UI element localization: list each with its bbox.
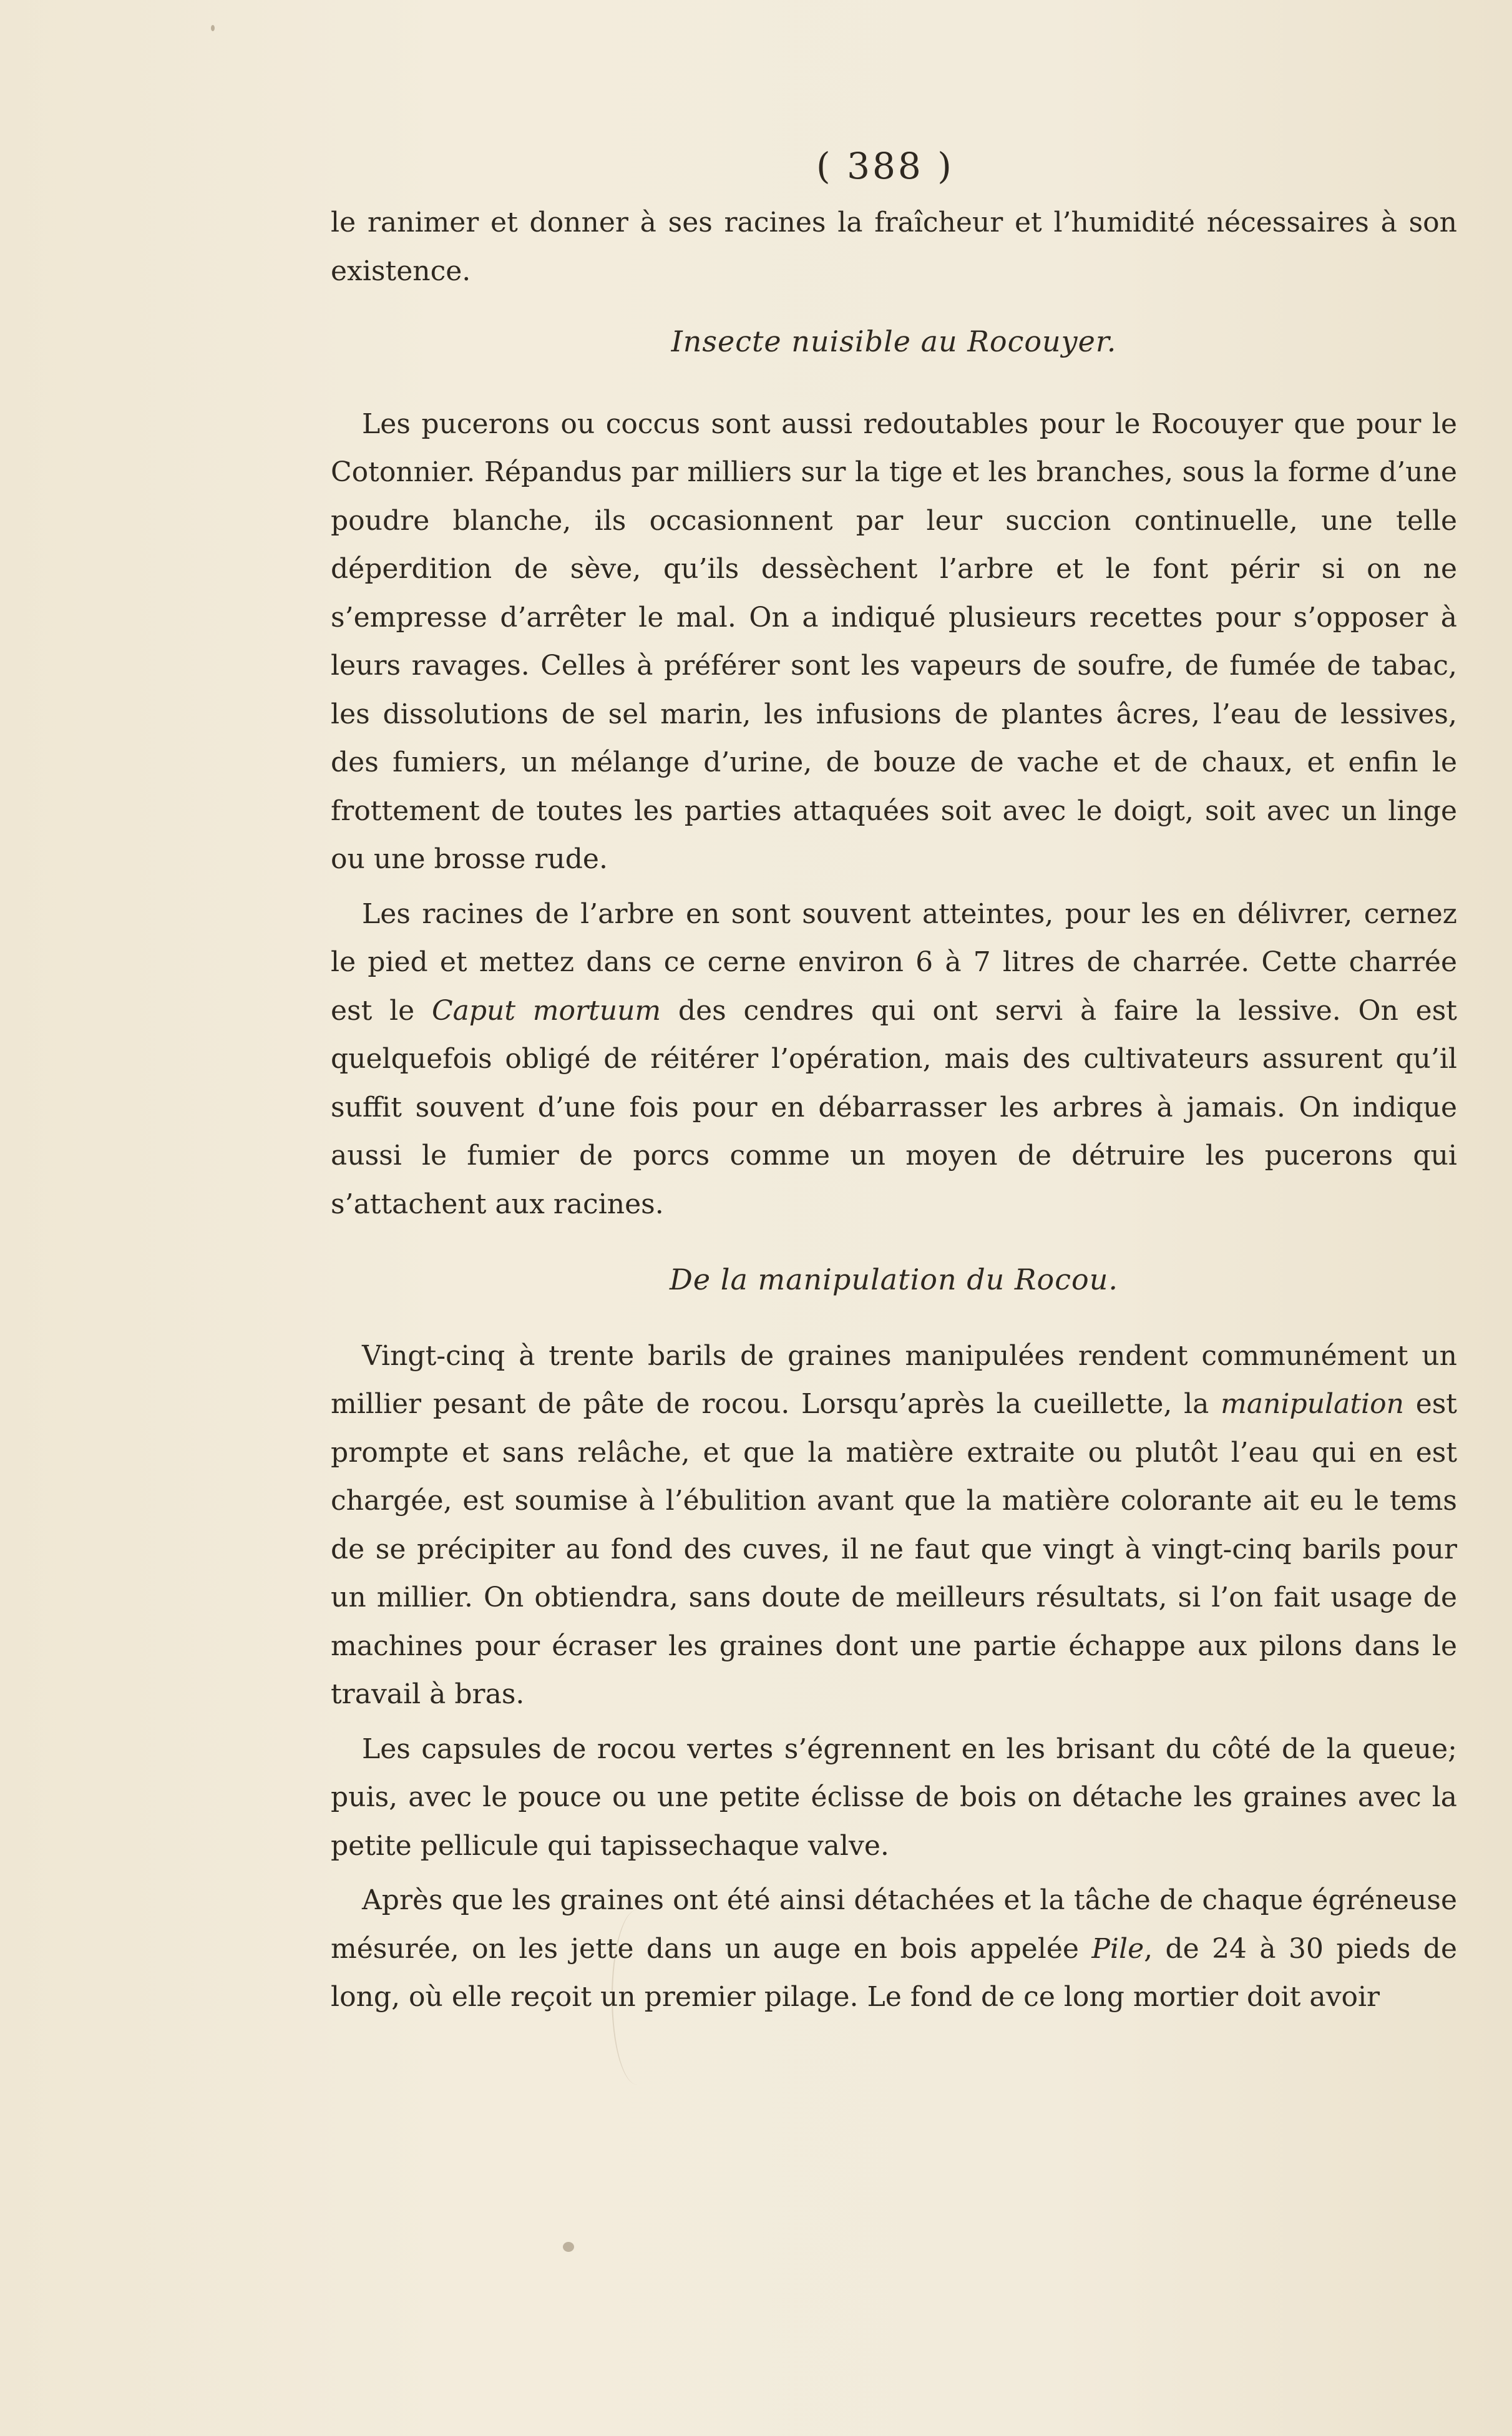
ink-speck xyxy=(211,25,215,31)
paragraph-racines-part-b: des cendres qui ont servi à faire la lessive. On est quelquefois obligé de réitérer l’opération, mais des cultivateurs assurent qu’il suffit souvent d’une fois pour en débarrasser les arbres à jamais. On indique aussi le fumier de porcs comme un moyen de détruire les pucerons qui s’attachent aux racines. xyxy=(331,994,1457,1220)
paragraph-pile-part-a: Après que les graines ont été ainsi détachées et la tâche de chaque égréneuse mésurée, on les jette dans un auge en bois appelée xyxy=(331,1884,1457,1965)
paragraph-vingt-cinq xyxy=(331,1332,1457,1719)
paper-stain xyxy=(612,1910,663,2085)
paragraph-pile-part-b: , de 24 à 30 pieds de long, où elle reçoit un premier pilage. Le fond de ce long mortier doit avoir xyxy=(331,1932,1457,2013)
section-heading-insecte: Insecte nuisible au Rocouyer. xyxy=(671,325,1117,358)
term-pile: Pile xyxy=(1091,1932,1144,1965)
page-body xyxy=(331,198,1457,2022)
paragraph-vingt-cinq-part-b: est prompte et sans relâche, et que la matière extraite ou plutôt l’eau qui en est chargée, est soumise à l’ébulition avant que la matière colorante ait eu le tems de se précipiter au fond des cuves, il ne faut que vingt à vingt-cinq barils pour un millier. On obtiendra, sans doute de meilleurs résultats, si l’on fait usage de machines pour écraser les graines dont une partie échappe aux pilons dans le travail à bras. xyxy=(331,1388,1457,1710)
section-heading-manipulation: De la manipulation du Rocou. xyxy=(670,1263,1118,1296)
paragraph-pile xyxy=(331,1876,1457,2022)
latin-term-caput-mortuum: Caput mortuum xyxy=(431,994,661,1027)
paragraph-racines xyxy=(331,890,1457,1229)
paragraph-racines-part-a: Les racines de l’arbre en sont souvent atteintes, pour les en délivrer, cernez le pied et mettez dans ce cerne environ 6 à 7 litres de charrée. Cette charrée est le xyxy=(331,898,1457,1027)
ink-blot xyxy=(563,2242,574,2252)
paragraph-continuation: le ranimer et donner à ses racines la fraîcheur et l’humidité nécessaires à son existence. xyxy=(331,207,1457,287)
paragraph-pucerons: Les pucerons ou coccus sont aussi redoutables pour le Rocouyer que pour le Cotonnier. Répandus par milliers sur la tige et les branches, sous la forme d’une poudre blanche, ils occasionnent par leur succion continuelle, une telle déperdition de sève, qu’ils dessèchent l’arbre et le font périr si on ne s’empresse d’arrêter le mal. On a indiqué plusieurs recettes pour s’opposer à leurs ravages. Celles à préférer sont les vapeurs de soufre, de fumée de tabac, les dissolutions de sel marin, les infusions de plantes âcres, l’eau de lessives, des fumiers, un mélange d’urine, de bouze de vache et de chaux, et enfin le frottement de toutes les parties attaquées soit avec le doigt, soit avec un linge ou une brosse rude. xyxy=(331,408,1457,875)
page-number: ( 388 ) xyxy=(816,145,954,187)
term-manipulation: manipulation xyxy=(1221,1388,1404,1420)
paragraph-capsules: Les capsules de rocou vertes s’égrennent en les brisant du côté de la queue; puis, avec le pouce ou une petite éclisse de bois on détache les graines avec la petite pellicule qui tapissechaque valve. xyxy=(331,1733,1457,1862)
paragraph-vingt-cinq-part-a: Vingt-cinq à trente barils de graines manipulées rendent communément un millier pesant de pâte de rocou. Lorsqu’après la cueillette, la xyxy=(331,1339,1457,1420)
